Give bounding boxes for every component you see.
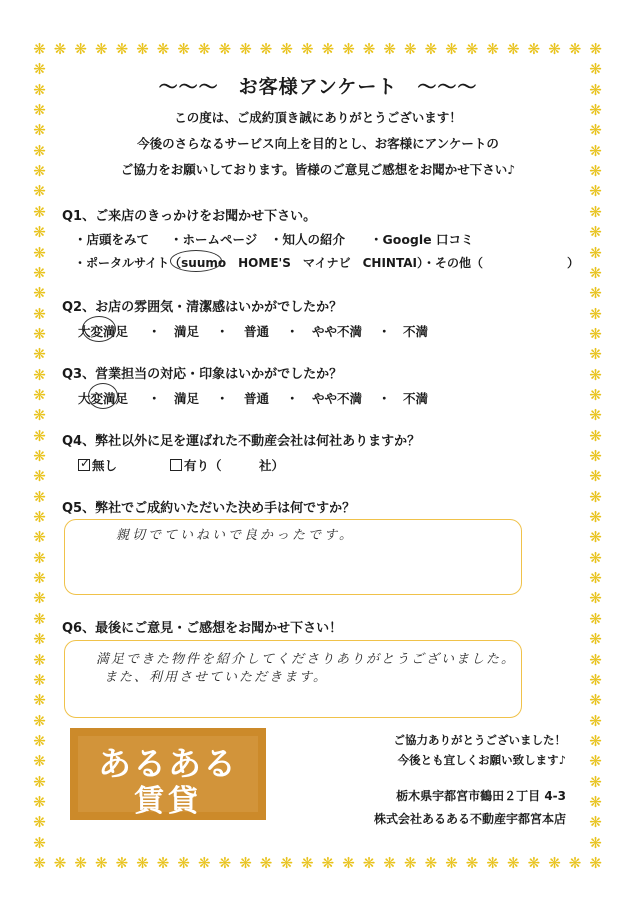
border-star-icon: ❋	[589, 365, 602, 384]
border-star-icon: ❋	[156, 40, 170, 58]
border-star-icon: ❋	[589, 60, 602, 79]
border-star-icon: ❋	[33, 80, 46, 99]
border-star-icon: ❋	[589, 508, 602, 527]
border-star-icon: ❋	[362, 40, 376, 58]
border-star-icon: ❋	[177, 40, 190, 58]
border-star-icon: ❋	[53, 40, 67, 58]
border-star-icon: ❋	[33, 711, 46, 730]
border-star-icon: ❋	[280, 40, 293, 58]
border-star-icon: ❋	[33, 813, 46, 832]
q1-selected-circle	[170, 250, 222, 272]
check-icon: ✓	[80, 456, 91, 470]
border-star-icon: ❋	[115, 40, 129, 58]
border-star-icon: ❋	[383, 854, 396, 872]
q2-option-satisfied: 満足	[174, 324, 200, 339]
q3-dot: ・	[286, 391, 299, 406]
border-star-icon: ❋	[589, 711, 602, 730]
company-name: 株式会社あるある不動産宇都宮本店	[373, 812, 566, 826]
border-star-icon: ❋	[33, 202, 46, 221]
q1-option-storefront: ・店頭をみて	[74, 232, 150, 247]
border-star-icon: ❋	[218, 854, 232, 872]
border-star-icon: ❋	[33, 365, 46, 384]
q2-dot: ・	[286, 324, 299, 339]
border-star-icon: ❋	[33, 833, 46, 852]
border-star-icon: ❋	[95, 40, 108, 58]
border-star-icon: ❋	[33, 569, 46, 588]
q2-option-normal: 普通	[244, 324, 270, 339]
company-address: 栃木県宇都宮市鶴田２丁目 4-3	[396, 789, 566, 803]
border-star-icon: ❋	[33, 223, 46, 242]
border-star-icon: ❋	[548, 40, 561, 58]
border-star-icon: ❋	[33, 182, 46, 201]
border-star-icon: ❋	[342, 854, 355, 872]
border-star-icon: ❋	[404, 854, 417, 872]
border-star-icon: ❋	[33, 162, 46, 181]
border-star-icon: ❋	[33, 406, 46, 425]
aruaru-chintai-logo	[70, 728, 266, 820]
intro-line-3: ご協力をお願いしております。皆様のご意見ご感想をお聞かせ下さい♪	[120, 162, 516, 177]
border-star-icon: ❋	[589, 345, 602, 364]
q5-handwritten-answer: 親切でていねいで良かったです。	[116, 528, 355, 543]
border-star-icon: ❋	[424, 854, 438, 872]
border-star-icon: ❋	[33, 447, 46, 465]
border-star-icon: ❋	[280, 854, 293, 872]
q3-dot: ・	[378, 391, 391, 406]
border-star-icon: ❋	[33, 752, 46, 771]
border-star-icon: ❋	[33, 487, 46, 506]
q2-dot: ・	[378, 324, 391, 339]
intro-line-2: 今後のさらなるサービス向上を目的とし、お客様にアンケートの	[137, 136, 499, 151]
border-star-icon: ❋	[589, 141, 602, 160]
border-star-icon: ❋	[33, 426, 46, 445]
border-star-icon: ❋	[33, 670, 46, 689]
border-star-icon: ❋	[33, 630, 46, 649]
border-star-icon: ❋	[589, 406, 602, 425]
border-star-icon: ❋	[33, 345, 46, 364]
border-star-icon: ❋	[589, 650, 602, 669]
border-star-icon: ❋	[259, 854, 273, 872]
q1-question: Q1、ご来店のきっかけをお聞かせ下さい。	[62, 209, 317, 224]
border-star-icon: ❋	[136, 40, 149, 58]
q4-option-some	[170, 456, 284, 474]
border-star-icon: ❋	[589, 182, 602, 201]
border-star-icon: ❋	[321, 40, 335, 58]
checkbox-checked	[78, 456, 91, 471]
q2-dot: ・	[216, 324, 229, 339]
border-star-icon: ❋	[33, 691, 46, 710]
border-star-icon: ❋	[445, 854, 458, 872]
closing-line-2: 今後とも宜しくお願い致します♪	[397, 753, 566, 767]
border-star-icon: ❋	[589, 101, 602, 120]
border-star-icon: ❋	[589, 609, 602, 628]
border-star-icon: ❋	[33, 324, 46, 343]
border-star-icon: ❋	[589, 813, 602, 832]
border-star-icon: ❋	[259, 40, 273, 58]
border-star-icon: ❋	[33, 528, 46, 547]
border-star-icon: ❋	[33, 101, 46, 120]
border-star-icon: ❋	[589, 324, 602, 343]
intro-line-1: この度は、ご成約頂き誠にありがとうございます！	[174, 110, 462, 125]
q3-dot: ・	[216, 391, 229, 406]
q1-option-homepage: ・ホームページ	[170, 232, 258, 247]
border-star-icon: ❋	[33, 792, 46, 811]
border-star-icon: ❋	[198, 40, 211, 58]
q4-option-none-label: 無し	[92, 458, 118, 473]
border-star-icon: ❋	[321, 854, 335, 872]
border-star-icon: ❋	[33, 304, 46, 323]
border-star-icon: ❋	[589, 304, 602, 323]
q3-dot: ・	[148, 391, 161, 406]
border-star-icon: ❋	[589, 385, 602, 404]
border-star-icon: ❋	[465, 40, 479, 58]
border-star-icon: ❋	[527, 854, 541, 872]
border-star-icon: ❋	[589, 792, 602, 811]
border-star-icon: ❋	[33, 854, 46, 872]
q2-selected-circle	[82, 316, 116, 342]
border-star-icon: ❋	[301, 854, 314, 872]
border-star-icon: ❋	[136, 854, 149, 872]
q3-option-very-satisfied: 大変満足	[78, 391, 129, 406]
border-star-icon: ❋	[33, 650, 46, 669]
border-star-icon: ❋	[486, 40, 499, 58]
border-star-icon: ❋	[33, 731, 46, 750]
border-star-icon: ❋	[568, 854, 582, 872]
q3-option-slightly-unsatisfied: やや不満	[312, 391, 363, 406]
page-title: 〜〜〜 お客様アンケート 〜〜〜	[158, 76, 478, 98]
q4-option-some-label: 有り（ 社）	[184, 458, 285, 473]
border-star-icon: ❋	[589, 752, 602, 771]
border-star-icon: ❋	[589, 772, 602, 791]
q6-handwritten-line-1: 満足できた物件を紹介してくださりありがとうございました。	[96, 652, 517, 667]
border-star-icon: ❋	[239, 854, 252, 872]
q4-question: Q4、弊社以外に足を運ばれた不動産会社は何社ありますか？	[62, 434, 421, 449]
border-star-icon: ❋	[33, 243, 46, 262]
border-star-icon: ❋	[507, 854, 520, 872]
border-star-icon: ❋	[33, 284, 46, 303]
border-star-icon: ❋	[589, 447, 602, 465]
border-star-icon: ❋	[33, 385, 46, 404]
q5-question: Q5、弊社でご成約いただいた決め手は何ですか？	[62, 501, 356, 516]
q6-handwritten-line-2: また、利用させていただきます。	[104, 670, 328, 685]
border-star-icon: ❋	[33, 467, 46, 486]
border-star-icon: ❋	[589, 263, 602, 282]
q6-question: Q6、最後にご意見・ご感想をお聞かせ下さい！	[62, 621, 343, 636]
q2-option-very-satisfied: 大変満足	[78, 324, 129, 339]
border-star-icon: ❋	[589, 528, 602, 547]
border-star-icon: ❋	[156, 854, 170, 872]
border-star-icon: ❋	[589, 121, 602, 140]
border-star-icon: ❋	[198, 854, 211, 872]
border-star-icon: ❋	[589, 854, 602, 872]
q2-option-unsatisfied: 不満	[403, 324, 429, 339]
border-star-icon: ❋	[218, 40, 232, 58]
logo-line-1: あるある	[98, 744, 238, 783]
border-star-icon: ❋	[465, 854, 479, 872]
border-star-icon: ❋	[589, 40, 602, 58]
q1-option-referral: ・知人の紹介	[270, 232, 346, 247]
border-star-icon: ❋	[589, 548, 602, 567]
border-star-icon: ❋	[486, 854, 499, 872]
checkbox-unchecked	[170, 459, 182, 471]
border-star-icon: ❋	[33, 40, 46, 58]
border-star-icon: ❋	[589, 223, 602, 242]
border-star-icon: ❋	[589, 670, 602, 689]
border-star-icon: ❋	[589, 630, 602, 649]
border-star-icon: ❋	[33, 772, 46, 791]
border-star-icon: ❋	[95, 854, 108, 872]
q3-option-satisfied: 満足	[174, 391, 200, 406]
border-star-icon: ❋	[445, 40, 458, 58]
border-star-icon: ❋	[589, 731, 602, 750]
q4-option-none	[78, 456, 117, 474]
border-star-icon: ❋	[33, 60, 46, 79]
border-star-icon: ❋	[589, 426, 602, 445]
border-star-icon: ❋	[33, 609, 46, 628]
border-star-icon: ❋	[589, 691, 602, 710]
border-star-icon: ❋	[115, 854, 129, 872]
border-star-icon: ❋	[527, 40, 541, 58]
border-star-icon: ❋	[33, 589, 46, 608]
border-star-icon: ❋	[33, 121, 46, 140]
border-star-icon: ❋	[404, 40, 417, 58]
border-star-icon: ❋	[424, 40, 438, 58]
border-star-icon: ❋	[33, 263, 46, 282]
border-star-icon: ❋	[568, 40, 582, 58]
border-star-icon: ❋	[74, 854, 87, 872]
border-star-icon: ❋	[589, 467, 602, 486]
q2-option-slightly-unsatisfied: やや不満	[312, 324, 363, 339]
border-star-icon: ❋	[383, 40, 396, 58]
closing-line-1: ご協力ありがとうございました！	[393, 733, 566, 747]
border-star-icon: ❋	[589, 833, 602, 852]
q2-dot: ・	[148, 324, 161, 339]
border-star-icon: ❋	[53, 854, 67, 872]
border-star-icon: ❋	[33, 508, 46, 527]
q3-option-normal: 普通	[244, 391, 270, 406]
border-star-icon: ❋	[362, 854, 376, 872]
border-star-icon: ❋	[239, 40, 252, 58]
border-star-icon: ❋	[589, 162, 602, 181]
border-star-icon: ❋	[301, 40, 314, 58]
border-star-icon: ❋	[589, 284, 602, 303]
border-star-icon: ❋	[507, 40, 520, 58]
q3-option-unsatisfied: 不満	[403, 391, 429, 406]
border-star-icon: ❋	[589, 589, 602, 608]
logo-line-2: 賃貸	[134, 784, 202, 819]
border-star-icon: ❋	[342, 40, 355, 58]
border-star-icon: ❋	[177, 854, 190, 872]
border-star-icon: ❋	[589, 243, 602, 262]
border-star-icon: ❋	[33, 141, 46, 160]
border-star-icon: ❋	[548, 854, 561, 872]
q2-question: Q2、お店の雰囲気・清潔感はいかがでしたか？	[62, 300, 343, 315]
border-star-icon: ❋	[74, 40, 87, 58]
border-star-icon: ❋	[589, 487, 602, 506]
q3-question: Q3、営業担当の対応・印象はいかがでしたか？	[62, 367, 343, 382]
border-star-icon: ❋	[33, 548, 46, 567]
q1-option-google: ・Google 口コミ	[370, 232, 474, 247]
border-star-icon: ❋	[589, 569, 602, 588]
border-star-icon: ❋	[589, 202, 602, 221]
q3-selected-circle	[88, 383, 118, 409]
border-star-icon: ❋	[589, 80, 602, 99]
q1-option-portal: ・ポータルサイト（suumo HOME'S マイナビ CHINTAI）・その他（ ）	[74, 256, 579, 270]
